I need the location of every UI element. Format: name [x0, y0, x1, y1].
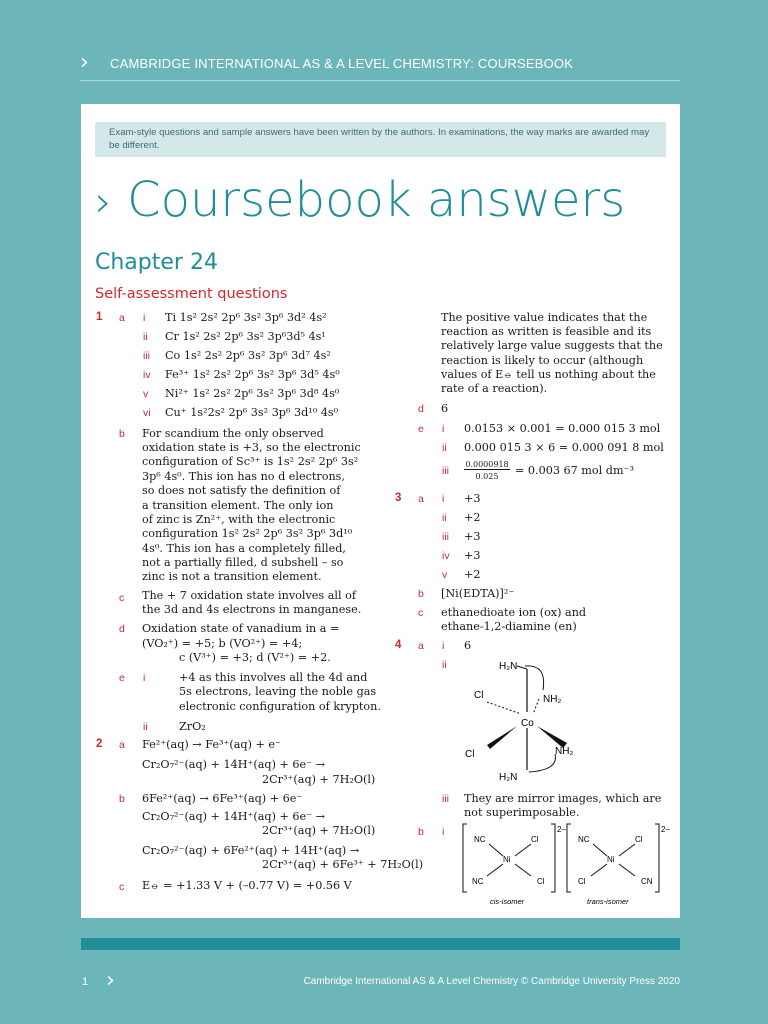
answer-line: +2 — [464, 568, 481, 581]
subpart-label: iii — [143, 350, 150, 362]
subpart-label: i — [442, 493, 445, 505]
ligand-label: NC — [578, 835, 590, 844]
ligand-label: NC — [474, 835, 486, 844]
answer-line: c (V³⁺) = +3; d (V²⁺) = +2. — [179, 651, 331, 664]
ligand-label: Cl — [578, 877, 586, 886]
ligand-label: H₂N — [499, 772, 518, 782]
next-page-chevron-icon[interactable]: › — [106, 968, 115, 993]
ligand-label: Cl — [465, 749, 475, 760]
answer-line: (VO₂⁺) = +5; b (VO²⁺) = +4; — [142, 637, 303, 650]
answer-line: 2Cr³⁺(aq) + 7H₂O(l) — [262, 773, 376, 786]
chapter-heading: Chapter 24 — [95, 250, 218, 275]
answer-line: ethane-1,2-diamine (en) — [441, 620, 577, 633]
subpart-label: iii — [442, 465, 449, 477]
answer-line: [Ni(EDTA)]²⁻ — [441, 587, 515, 600]
answer-line: 6Fe²⁺(aq) → 6Fe³⁺(aq) + 6e⁻ — [142, 792, 303, 805]
answer-line: 0.000 015 3 × 6 = 0.000 091 8 mol — [464, 441, 664, 454]
ligand-label: NC — [472, 877, 484, 886]
subpart-label: i — [442, 423, 445, 435]
subpart-label: v — [442, 569, 448, 581]
subpart-label: ii — [442, 659, 447, 671]
answer-line: The positive value indicates that the — [441, 311, 648, 324]
square-planar-isomers-diagram — [459, 820, 674, 908]
bottom-accent-bar — [81, 938, 680, 950]
part-label: a — [119, 739, 125, 751]
question-number: 3 — [395, 492, 402, 504]
ligand-label: Cl — [531, 835, 539, 844]
exam-note: Exam-style questions and sample answers have been written by the authors. In examinations, the way marks are awarded may be different. — [95, 122, 666, 157]
answer-line: not superimposable. — [464, 806, 580, 819]
subpart-label: iii — [442, 793, 449, 805]
subpart-label: vi — [143, 407, 151, 419]
answer-line: +2 — [464, 511, 481, 524]
answer-line: 2Cr³⁺(aq) + 6Fe³⁺ + 7H₂O(l) — [262, 858, 424, 871]
subpart-label: i — [143, 312, 146, 324]
footer-copyright: Cambridge International AS & A Level Chemistry © Cambridge University Press 2020 — [303, 976, 680, 987]
answer-line: Co 1s² 2s² 2p⁶ 3s² 3p⁶ 3d⁷ 4s² — [165, 349, 331, 362]
answer-line: Cu⁺ 1s²2s² 2p⁶ 3s² 3p⁶ 3d¹⁰ 4s⁰ — [165, 406, 339, 419]
part-label: e — [418, 423, 424, 435]
answer-line: +3 — [464, 530, 481, 543]
answer-line: a transition element. The only ion — [142, 499, 334, 512]
fraction-denominator: 0.025 — [475, 472, 499, 481]
chevron-right-icon: › — [80, 50, 89, 75]
question-number: 4 — [395, 639, 402, 651]
answer-line: ZrO₂ — [179, 720, 206, 733]
part-label: e — [119, 672, 125, 684]
metal-label: Ni — [503, 855, 511, 864]
part-label: b — [119, 793, 125, 805]
answer-line: Cr₂O₇²⁻(aq) + 14H⁺(aq) + 6e⁻ → — [142, 758, 326, 771]
answer-line: Oxidation state of vanadium in a = — [142, 622, 340, 635]
header-title: CAMBRIDGE INTERNATIONAL AS & A LEVEL CHEMISTRY: COURSEBOOK — [110, 56, 574, 71]
answer-line: reaction is likely to occur (although — [441, 354, 644, 367]
part-label: c — [119, 881, 125, 893]
answer-line: ethanedioate ion (ox) and — [441, 606, 587, 619]
section-heading: Self-assessment questions — [95, 286, 288, 302]
answer-line: configuration 1s² 2s² 2p⁶ 3s² 3p⁶ 3d¹⁰ — [142, 527, 353, 540]
subpart-label: ii — [442, 512, 447, 524]
answer-line: reaction as written is feasible and its — [441, 325, 652, 338]
answer-line: Fe³⁺ 1s² 2s² 2p⁶ 3s² 3p⁶ 3d⁵ 4s⁰ — [165, 368, 340, 381]
subpart-label: ii — [143, 331, 148, 343]
answer-line: 3p⁶ 4s⁰. This ion has no d electrons, — [142, 470, 345, 483]
answer-line: electronic configuration of krypton. — [179, 700, 381, 713]
answer-line: For scandium the only observed — [142, 427, 324, 440]
answer-line: not a partially filled, d subshell – so — [142, 556, 344, 569]
ligand-label: Cl — [635, 835, 643, 844]
part-label: a — [418, 493, 424, 505]
subpart-label: ii — [143, 721, 148, 733]
answer-line: = 0.003 67 mol dm⁻³ — [515, 464, 634, 477]
chevron-right-icon: › — [95, 177, 112, 226]
subpart-label: iv — [442, 550, 450, 562]
subpart-label: i — [442, 826, 445, 838]
ligand-label: Cl — [474, 690, 484, 701]
part-label: c — [119, 592, 125, 604]
ligand-label: NH₂ — [543, 694, 562, 705]
answer-line: Cr 1s² 2s² 2p⁶ 3s² 3p⁶3d⁵ 4s¹ — [165, 330, 326, 343]
part-label: b — [119, 428, 125, 440]
answer-line: 0.0153 × 0.001 = 0.000 015 3 mol — [464, 422, 661, 435]
subpart-label: iv — [143, 369, 151, 381]
answer-line: Ti 1s² 2s² 2p⁶ 3s² 3p⁶ 3d² 4s² — [165, 311, 327, 324]
answer-line: +3 — [464, 549, 481, 562]
page-sheet — [81, 104, 680, 918]
part-label: a — [418, 640, 424, 652]
answer-line: configuration of Sc³⁺ is 1s² 2s² 2p⁶ 3s² — [142, 455, 359, 468]
part-label: c — [418, 607, 424, 619]
subpart-label: i — [143, 672, 146, 684]
isomer-caption: trans-isomer — [587, 897, 629, 906]
ligand-label: Cl — [537, 877, 545, 886]
subpart-label: iii — [442, 531, 449, 543]
answer-line: so does not satisfy the definition of — [142, 484, 341, 497]
part-label: d — [119, 623, 125, 635]
ligand-label: NH₂ — [555, 746, 574, 757]
question-number: 2 — [96, 738, 103, 750]
answer-line: Cr₂O₇²⁻(aq) + 6Fe²⁺(aq) + 14H⁺(aq) → — [142, 844, 360, 857]
answer-line: zinc is not a transition element. — [142, 570, 322, 583]
answer-line: +3 — [464, 492, 481, 505]
answer-line: They are mirror images, which are — [464, 792, 662, 805]
answer-line: 6 — [464, 639, 472, 652]
part-label: d — [418, 403, 424, 415]
charge-label: 2– — [661, 825, 670, 834]
answer-line: rate of a reaction). — [441, 382, 548, 395]
answer-line: 2Cr³⁺(aq) + 7H₂O(l) — [262, 824, 376, 837]
fraction-numerator: 0.0000918 — [465, 460, 509, 469]
metal-label: Co — [521, 718, 534, 729]
answer-line: The + 7 oxidation state involves all of — [142, 589, 356, 602]
part-label: a — [119, 312, 125, 324]
question-number: 1 — [96, 311, 103, 323]
answer-line: 5s electrons, leaving the noble gas — [179, 685, 377, 698]
running-header — [80, 52, 680, 81]
page-title — [95, 170, 625, 232]
page-title-text: Coursebook answers — [127, 172, 626, 228]
answer-line: oxidation state is +3, so the electronic — [142, 441, 361, 454]
ligand-label: CN — [641, 877, 653, 886]
answer-line: +4 as this involves all the 4d and — [179, 671, 368, 684]
part-label: b — [418, 588, 424, 600]
subpart-label: i — [442, 640, 445, 652]
subpart-label: v — [143, 388, 149, 400]
metal-label: Ni — [607, 855, 615, 864]
answer-line: Fe²⁺(aq) → Fe³⁺(aq) + e⁻ — [142, 738, 281, 751]
part-label: b — [418, 826, 424, 838]
page-number: 1 — [82, 976, 89, 988]
charge-label: 2– — [557, 825, 566, 834]
octahedral-complex-diagram — [459, 652, 589, 782]
answer-line: 6 — [441, 402, 449, 415]
subpart-label: ii — [442, 442, 447, 454]
answer-line: Cr₂O₇²⁻(aq) + 14H⁺(aq) + 6e⁻ → — [142, 810, 326, 823]
answer-line: relatively large value suggests that the — [441, 339, 663, 352]
answer-line: of zinc is Zn²⁺, with the electronic — [142, 513, 336, 526]
answer-line: E⦵ = +1.33 V + (–0.77 V) = +0.56 V — [142, 879, 352, 892]
answer-line: values of E⦵ tell us nothing about the — [441, 368, 656, 381]
answer-line: Ni²⁺ 1s² 2s² 2p⁶ 3s² 3p⁶ 3d⁸ 4s⁰ — [165, 387, 340, 400]
answer-line: 4s⁰. This ion has a completely filled, — [142, 542, 346, 555]
isomer-caption: cis-isomer — [490, 897, 525, 906]
answer-line: the 3d and 4s electrons in manganese. — [142, 603, 362, 616]
ligand-label: H₂N — [499, 661, 518, 672]
